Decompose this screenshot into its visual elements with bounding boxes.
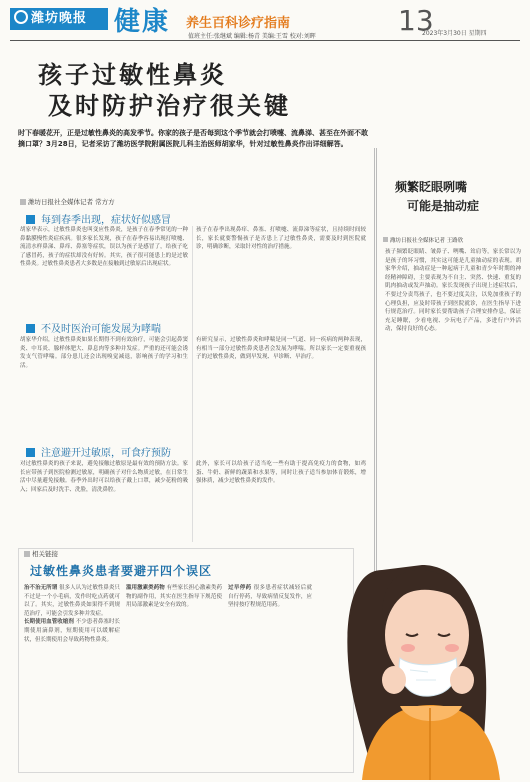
related-item-3-text: 有些家长担心激素类药物的副作用，其实在医生指导下规范使用局部激素是安全有效的。 — [126, 585, 222, 609]
article-title-line2: 及时防护治疗很关键 — [48, 92, 291, 120]
article-lead: 时下春暖花开，正是过敏性鼻炎的高发季节。你家的孩子是否每到这个季节就会打喷嚏、流鼻涕、甚至在外面不敢摘口罩？3月28日，记者采访了潍坊医学院附属医院儿科主治医师胡家华，针对过敏性鼻炎作出详细解答。 — [18, 129, 368, 148]
related-item-1-text: 很多人认为过敏性鼻炎只不过是一个小毛病，发作时吃点药就可以了。其实，过敏性鼻炎如果得不到规范治疗，可能会引发多种并发症。 — [24, 585, 120, 617]
heading-square-icon — [26, 215, 35, 224]
related-col-2 — [126, 584, 222, 770]
related-item-4-text: 很多患者症状减轻后就自行停药，导致病情反复发作，应坚持按疗程规范用药。 — [228, 585, 312, 609]
heading-square-icon — [26, 324, 35, 333]
heading-square-icon — [26, 448, 35, 457]
related-title: 过敏性鼻炎患者要避开四个误区 — [30, 564, 213, 578]
related-tag — [24, 549, 58, 558]
page-number: 13 — [398, 4, 434, 37]
section-2-col-2: 有研究显示，过敏性鼻炎和哮喘是同一气道、同一疾病的两种表现，有相当一部分过敏性鼻炎患者会发展为哮喘。所以家长一定要重视孩子的过敏性鼻炎，做到早发现、早诊断、早治疗。 — [196, 337, 366, 361]
section-2-col-1: 胡家华介绍，过敏性鼻炎如果长期得不到有效治疗，可能会引起鼻窦炎、中耳炎、腺样体肥大、鼻息肉等多种并发症。严重的还可能会诱发支气管哮喘。部分患儿还会出现嗅觉减退，影响孩子的学习和生活。 — [20, 337, 188, 369]
related-item-3-label: 滥用激素类药物 — [126, 585, 165, 591]
article-title-line1: 孩子过敏性鼻炎 — [38, 61, 227, 89]
logo-mark-icon — [14, 10, 28, 24]
issue-date: 2023年3月30日 星期四 — [422, 30, 487, 37]
section-heading-3-text: 注意避开过敏原，可食疗预防 — [41, 448, 171, 459]
related-item-2-label: 长期使用血管收缩剂 — [24, 619, 74, 626]
section-heading-2-text: 不及时医治可能发展为哮喘 — [41, 324, 161, 335]
section-heading-1-text: 每到春季出现，症状好似感冒 — [41, 215, 171, 226]
article-byline-text: 潍坊日报社全媒体记者 常方方 — [28, 198, 115, 206]
sidebar-byline-text: 潍坊日报社全媒体记者 王路欣 — [390, 238, 464, 244]
related-item-4-label: 过早停药 — [228, 585, 252, 591]
article-title — [38, 60, 358, 122]
section-heading-1 — [26, 211, 171, 226]
section-heading-3 — [26, 444, 171, 459]
related-col-1 — [24, 584, 120, 770]
byline-square-icon — [383, 237, 388, 242]
sidebar-body: 孩子频繁眨眼睛、皱鼻子、咧嘴、耸肩等，家长常以为是孩子的坏习惯，其实这可能是儿童抽动症的表现。胡家华介绍，抽动症是一种起病于儿童和青少年时期的神经精神障碍，主要表现为不自主、突然、快速、重复的肌肉抽动或发声抽动。家长发现孩子出现上述症状后，不要过分责骂孩子，也不要过度关注，以免加重孩子的心理负担，应及时带孩子到医院就诊，在医生指导下进行规范治疗。同时家长要帮助孩子合理安排作息，保证充足睡眠，少看电视、少玩电子产品，多进行户外活动，保持良好的心态。 — [385, 249, 521, 333]
section-3-col-1: 对过敏性鼻炎的孩子来说，避免接触过敏原是最有效的预防方法。家长应带孩子到医院检测过敏原，明确孩子对什么物质过敏，在日常生活中尽量避免接触。春季外出时可以给孩子戴上口罩，减少花粉的吸入；回家后及时洗手、洗脸，清洗鼻腔。 — [20, 461, 188, 493]
header-divider — [10, 40, 520, 41]
related-col-3 — [228, 584, 312, 770]
girl-sneezing-illustration — [312, 530, 522, 780]
byline-square-icon — [20, 199, 26, 205]
related-tag-text: 相关链接 — [32, 550, 58, 558]
section-heading-2 — [26, 320, 161, 335]
sidebar-title-line1: 频繁眨眼咧嘴 — [395, 180, 468, 194]
related-item-1-label: 治不治无所谓 — [24, 585, 58, 591]
article-byline — [20, 197, 115, 206]
related-item-2-text: 不少患者鼻塞时长期使用滴鼻剂，短期使用可以缓解症状，但长期使用会导致药物性鼻炎。 — [24, 619, 120, 643]
sidebar-byline — [383, 236, 463, 244]
section-1-col-1: 胡家华表示，过敏性鼻炎也叫变应性鼻炎，是孩子在春季常见的一种鼻黏膜慢性炎症疾病。很多家长发现，孩子在春季容易出现打喷嚏、流清水样鼻涕、鼻痒、鼻塞等症状，误以为孩子是感冒了，给孩子吃了感冒药，孩子的症状却没有好转。其实，孩子很可能患上的是过敏性鼻炎。过敏性鼻炎患者大多数是在接触到过敏原后出现症状。 — [20, 227, 188, 268]
byline-square-icon — [24, 551, 30, 557]
column-divider — [192, 226, 193, 542]
paper-logo — [10, 8, 108, 30]
sidebar-title — [395, 178, 530, 216]
section-3-col-2: 此外，家长可以给孩子适当吃一些有助于提高免疫力的食物，如鸡蛋、牛奶、新鲜的蔬菜和水果等，同时让孩子适当参加体育锻炼，增强体质，减少过敏性鼻炎的发作。 — [196, 461, 366, 485]
sidebar-title-line2: 可能是抽动症 — [407, 199, 480, 213]
masthead — [0, 0, 530, 44]
editors-line: 值班主任:张继斌 编辑:杨青 美编:王雪 校对:刘晖 — [188, 33, 316, 40]
section-name: 健康 — [114, 7, 171, 37]
paper-name: 潍坊晚报 — [31, 11, 88, 26]
section-tag: 养生百科诊疗指南 — [186, 16, 291, 31]
section-1-col-2: 孩子在春季出现鼻痒、鼻塞、打喷嚏、流鼻涕等症状，且持续时间较长，家长就要警惕孩子是否患上了过敏性鼻炎，需要及时到医院就诊，明确诊断，采取针对性的治疗措施。 — [196, 227, 366, 251]
